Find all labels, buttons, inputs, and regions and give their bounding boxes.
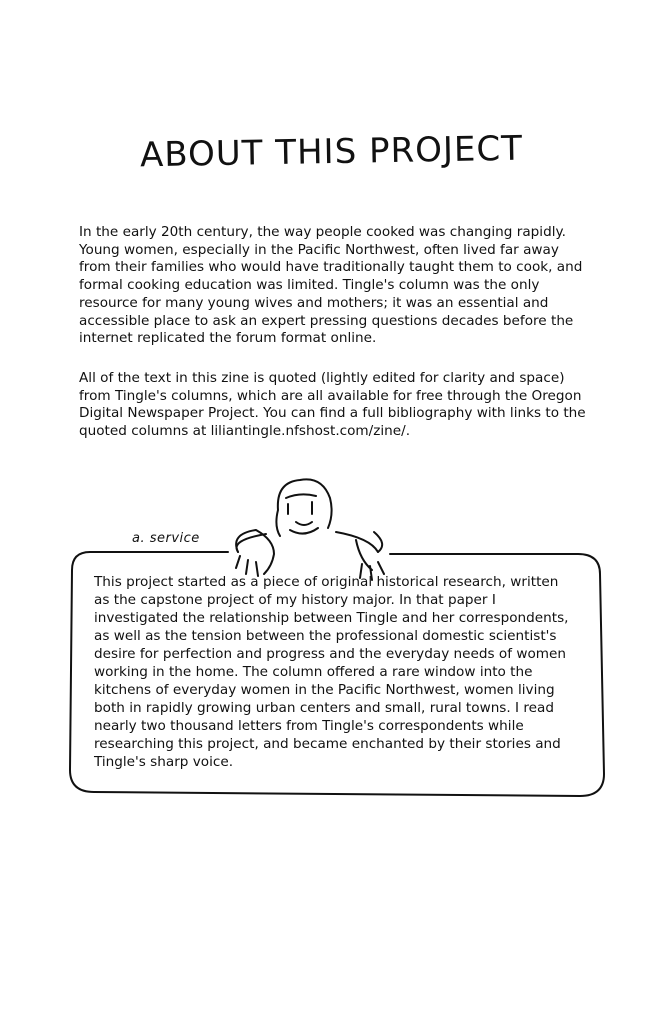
author-hair	[276, 479, 331, 536]
intro-paragraph-1: In the early 20th century, the way people cooked was changing rapidly. Young women, especially in the Pacific Northwest, often lived far away from their families who would have traditionally taught them to cook, and formal cooking education was limited. Tingle's column was the only resource for many young wives and mothers; it was an essential and accessible place to ask an expert pressing questions decades before the internet replicated the forum format online.	[79, 224, 583, 347]
note-text: This project started as a piece of original historical research, written as the capstone project of my history major. In that paper I investigated the relationship between Tingle and her correspondents, as well as the tension between the professional domestic scientist's desire for perfection and progress and the everyday needs of women working in the home. The column offered a rare window into the kitchens of everyday women in the Pacific Northwest, women living both in rapidly growing urban centers and small, rural towns. I read nearly two thousand letters from Tingle's correspondents while researching this project, and became enchanted by their stories and Tingle's sharp voice.	[94, 574, 569, 770]
page-title: ABOUT THIS PROJECT	[139, 128, 524, 176]
author-face	[286, 494, 318, 533]
author-signature: a. service	[132, 531, 200, 546]
intro-paragraph-2: All of the text in this zine is quoted (lightly edited for clarity and space) from Tingle's columns, which are all available for free through the Oregon Digital Newspaper Project. You can find a full bibliography with links to the quoted columns at liliantingle.nfshost.com/zine/.	[79, 370, 586, 440]
